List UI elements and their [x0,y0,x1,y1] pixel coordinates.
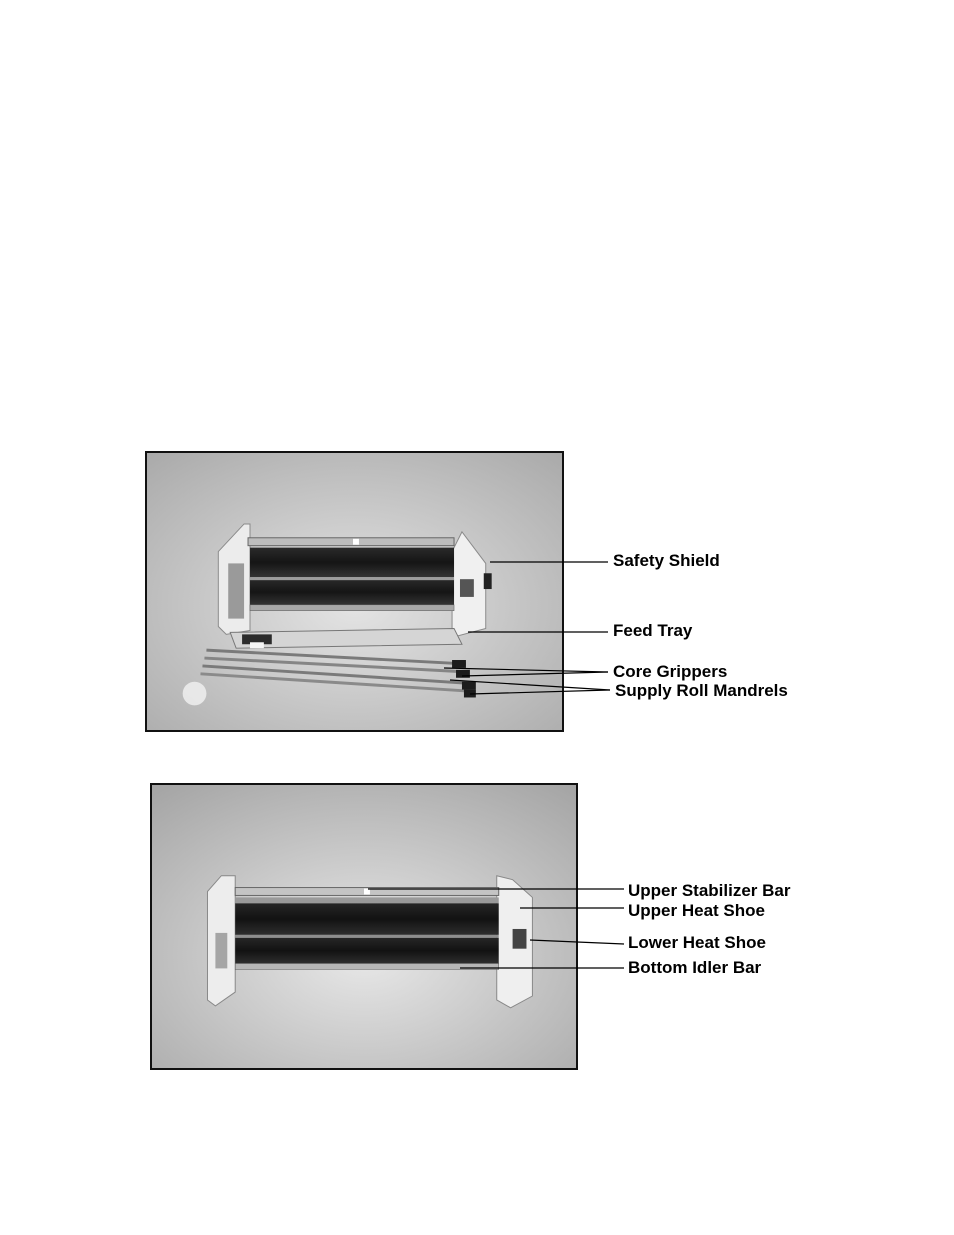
label-upper-stabilizer-bar: Upper Stabilizer Bar [628,881,791,900]
label-core-grippers: Core Grippers [613,662,728,681]
label-feed-tray: Feed Tray [613,621,693,640]
laminator-rear-illustration [152,785,576,1068]
label-safety-shield: Safety Shield [613,551,720,570]
laminator-rear-photo [150,783,578,1070]
laminator-front-photo [145,451,564,732]
laminator-front-illustration [147,453,562,730]
label-lower-heat-shoe: Lower Heat Shoe [628,933,766,952]
label-upper-heat-shoe: Upper Heat Shoe [628,901,765,920]
label-bottom-idler-bar: Bottom Idler Bar [628,958,762,977]
label-supply-roll-mandrels: Supply Roll Mandrels [615,681,788,700]
